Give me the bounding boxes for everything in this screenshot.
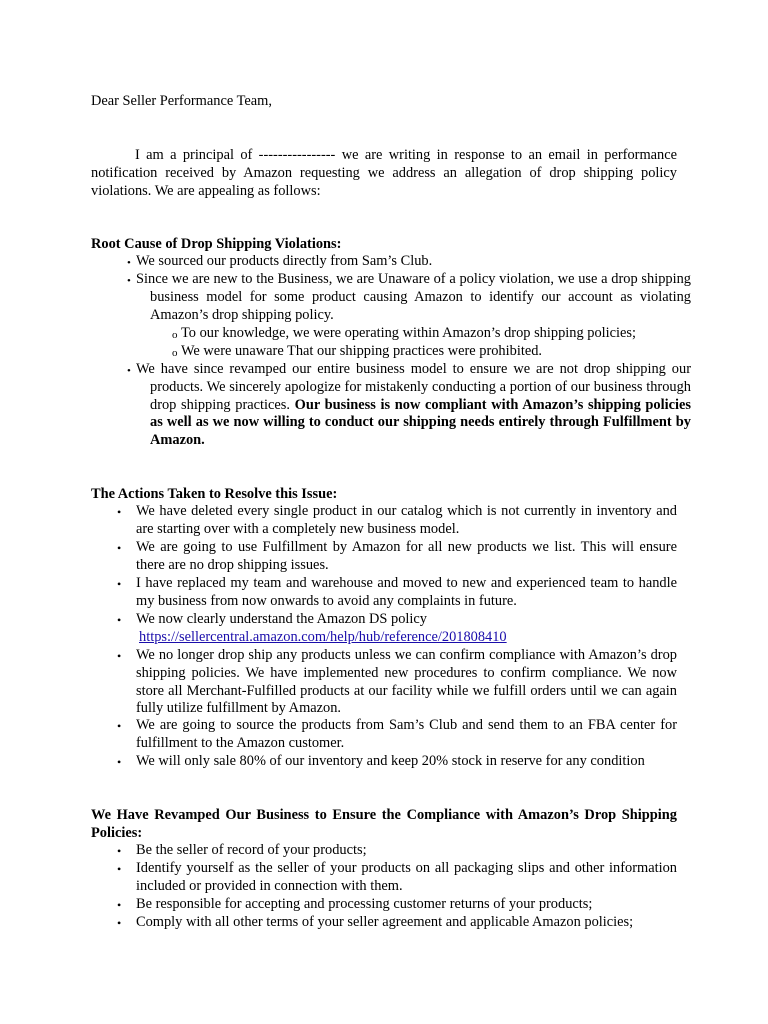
ds-policy-link[interactable]: https://sellercentral.amazon.com/help/hub/reference/201808410 [139,629,507,645]
bullet-icon: • [117,649,122,663]
action-item: I have replaced my team and warehouse and moved to new and experienced team to handle my business from now onwards to avoid any complaints in future. [136,575,677,609]
action-item: We have deleted every single product in our catalog which is not currently in inventory and are starting over with a completely new business model. [136,503,677,537]
bullet-icon: • [117,862,122,876]
bullet-icon: • [117,505,122,519]
bullet-icon: • [117,755,122,769]
bullet-icon: • [117,613,122,627]
revamped-item: Identify yourself as the seller of your products on all packaging slips and other information included or provided in connection with them. [136,860,677,894]
revamped-item: Be responsible for accepting and processing customer returns of your products; [136,896,593,912]
action-item: We will only sale 80% of our inventory and keep 20% stock in reserve for any condition [136,753,645,769]
action-item: We are going to use Fulfillment by Amazon for all new products we list. This will ensure there are no drop shipping issues. [136,539,677,573]
root-cause-subitem: To our knowledge, we were operating within Amazon’s drop shipping policies; [181,325,637,341]
sub-bullet-icon: o [172,347,178,359]
root-cause-item: Since we are new to the Business, we are Unaware of a policy violation, we use a drop shipping business model for some product causing Amazon to identify our account as violating Amazon’s drop shipping policy. [136,271,691,323]
action-item: We are going to source the products from Sam’s Club and send them to an FBA center for fulfillment to the Amazon customer. [136,717,677,751]
bullet-icon: • [117,577,122,591]
action-item: We now clearly understand the Amazon DS policy [136,611,427,627]
root-cause-item [136,361,691,450]
root-cause-item-text: We have since revamped our entire business model to ensure we are not drop shipping our products. We sincerely apologize for mistakenly conducting a portion of our business through drop shipping practices. [136,361,691,413]
bullet-icon: • [117,844,122,858]
bullet-icon: • [117,898,122,912]
root-cause-heading: Root Cause of Drop Shipping Violations: [91,236,342,252]
action-item: We no longer drop ship any products unless we can confirm compliance with Amazon’s drop shipping policies. We have implemented new procedures to confirm compliance. We now store all Merchant-Fulfilled products at our facility while we fulfill orders until we can again fully utilize fulfillment by Amazon. [136,647,677,717]
sub-bullet-icon: o [172,329,178,341]
actions-heading: The Actions Taken to Resolve this Issue: [91,486,338,502]
bullet-icon: • [127,365,131,377]
revamped-item: Comply with all other terms of your seller agreement and applicable Amazon policies; [136,914,634,930]
bullet-icon: • [117,541,122,555]
revamped-heading: We Have Revamped Our Business to Ensure the Compliance with Amazon’s Drop Shipping Policies: [91,807,677,841]
salutation: Dear Seller Performance Team, [91,93,272,109]
intro-paragraph: I am a principal of ---------------- we are writing in response to an email in performance notification received by Amazon requesting we address an allegation of drop shipping policy violations. We are appealing as follows: [91,147,677,199]
compliance-statement: Our business is now compliant with Amazon’s shipping policies as well as we now willing to conduct our shipping needs entirely through Fulfillment by Amazon. [150,396,691,449]
bullet-icon: • [117,916,122,930]
bullet-icon: • [117,719,122,733]
root-cause-subitem: We were unaware That our shipping practices were prohibited. [181,343,543,359]
root-cause-item: We sourced our products directly from Sam’s Club. [136,253,433,269]
bullet-icon: • [127,275,131,287]
revamped-item: Be the seller of record of your products; [136,842,367,858]
bullet-icon: • [127,257,131,269]
